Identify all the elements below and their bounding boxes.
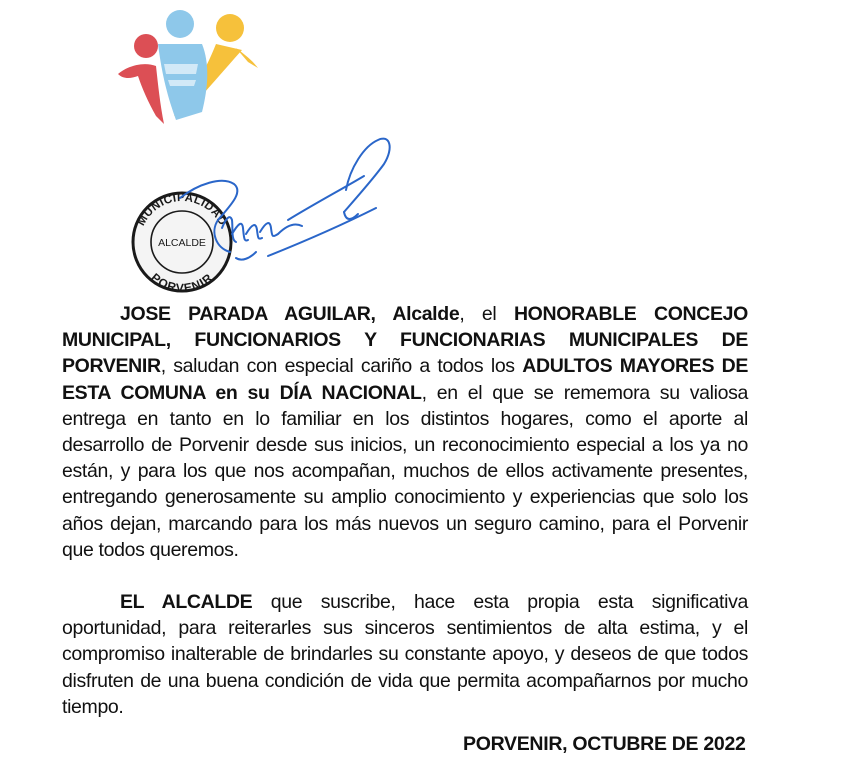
seal-center-text: ALCALDE xyxy=(158,237,206,249)
honorees: ADULTOS MAYORES DE ESTA COMUNA en su DÍA NACIONAL xyxy=(62,355,749,404)
council-names: HONORABLE CONCEJO MUNICIPAL, FUNCIONARIOS Y FUNCIONARIAS MUNICIPALES DE PORVENIR xyxy=(62,303,748,378)
municipality-logo xyxy=(112,4,262,126)
signer: EL ALCALDE xyxy=(120,591,253,613)
seal-bottom-text: PORVENIR xyxy=(148,270,216,296)
letter-paragraph-2: EL ALCALDE que suscribe, hace esta propia esta significativa oportunidad, para reiterarles sus sinceros sentimientos de alta estima, y el compromiso inalterable de brindarles su constante apoyo, y deseos de que todos disfruten de una buena condición de vida que permita acompañarnos por mucho tiempo. xyxy=(62,591,748,718)
letter-paragraph-1: JOSE PARADA AGUILAR, Alcalde, el HONORABLE CONCEJO MUNICIPAL, FUNCIONARIOS Y FUNCIONARIAS MUNICIPALES DE PORVENIR, saludan con especial cariño a todos los ADULTOS MAYORES DE ESTA COMUNA en su DÍA NACIONAL, en el que se rememora su valiosa entrega en tanto en lo familiar en los distintos hogares, como el aporte al desarrollo de Porvenir desde sus inicios, un reconocimiento especial a los ya no están, y para los que nos acompañan, muchos de ellos activamente presentes, entregando generosamente su amplio conocimiento y experiencias que solo los años dejan, marcando para los más nuevos un seguro camino, para el Porvenir que todos queremos. xyxy=(62,303,749,561)
mayor-name: JOSE PARADA AGUILAR, Alcalde xyxy=(120,303,460,325)
place-and-date: PORVENIR, OCTUBRE DE 2022 xyxy=(463,733,746,755)
municipal-seal xyxy=(133,192,231,295)
seal-top-text: MUNICIPALIDAD xyxy=(135,191,229,228)
seal-and-signature xyxy=(118,128,418,303)
